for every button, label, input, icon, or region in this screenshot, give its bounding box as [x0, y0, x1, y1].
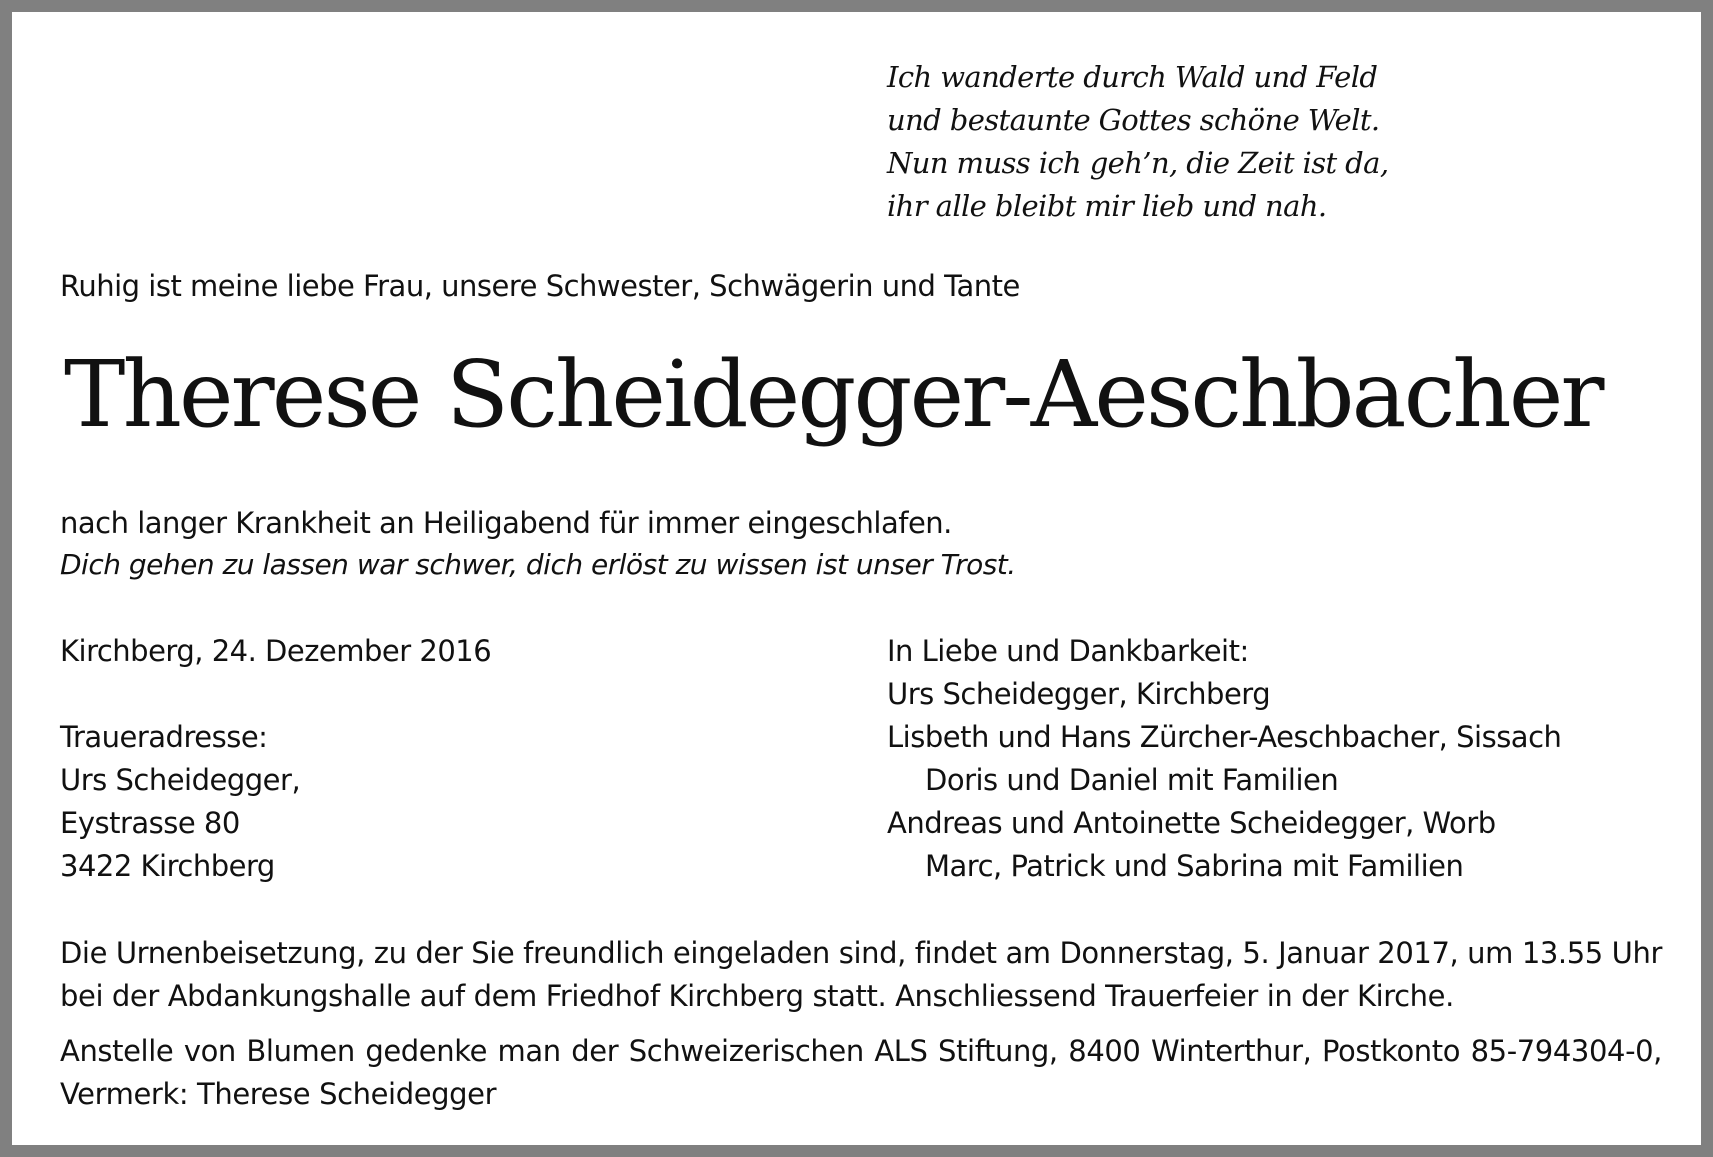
passing-text [60, 502, 1016, 586]
ceremony-paragraph: Die Urnenbeisetzung, zu der Sie freundlich eingeladen sind, findet am Donnerstag, 5. Januar 2017, um 13.55 Uhr bei der Abdankungshalle auf dem Friedhof Kirchberg statt. Anschliessend Trauerfeier in der Kirche. [60, 936, 1662, 1013]
intro-text: Ruhig ist meine liebe Frau, unsere Schwester, Schwägerin und Tante [60, 269, 1020, 303]
address-line: 3422 Kirchberg [60, 849, 275, 883]
consolation-line: Dich gehen zu lassen war schwer, dich erlöst zu wissen ist unser Trost. [60, 548, 1016, 581]
mourner-line: Lisbeth und Hans Zürcher-Aeschbacher, Sissach [887, 720, 1562, 754]
mourning-address [60, 716, 300, 888]
donation-paragraph: Anstelle von Blumen gedenke man der Schweizerischen ALS Stiftung, 8400 Winterthur, Postkonto 85-794304-0, Vermerk: Therese Scheidegger [60, 1034, 1662, 1111]
deceased-name: Therese Scheidegger-Aeschbacher [64, 341, 1602, 448]
poem-line: Ich wanderte durch Wald und Feld [887, 60, 1378, 94]
address-line: Urs Scheidegger, [60, 763, 301, 797]
mourner-line: Andreas und Antoinette Scheidegger, Worb [887, 806, 1496, 840]
mourner-line: Marc, Patrick und Sabrina mit Familien [925, 849, 1464, 883]
obituary-notice [12, 12, 1701, 1145]
poem [887, 56, 1388, 228]
mourners-heading: In Liebe und Dankbarkeit: [887, 634, 1249, 668]
passing-line: nach langer Krankheit an Heiligabend für immer eingeschlafen. [60, 506, 952, 540]
place-date: Kirchberg, 24. Dezember 2016 [60, 634, 492, 668]
poem-line: und bestaunte Gottes schöne Welt. [887, 103, 1380, 137]
address-line: Eystrasse 80 [60, 806, 240, 840]
mourners-list [887, 630, 1561, 888]
poem-line: ihr alle bleibt mir lieb und nah. [887, 189, 1327, 223]
address-label: Traueradresse: [60, 720, 268, 754]
poem-line: Nun muss ich geh’n, die Zeit ist da, [887, 146, 1389, 180]
mourner-line: Urs Scheidegger, Kirchberg [887, 677, 1271, 711]
mourner-line: Doris und Daniel mit Familien [925, 763, 1339, 797]
